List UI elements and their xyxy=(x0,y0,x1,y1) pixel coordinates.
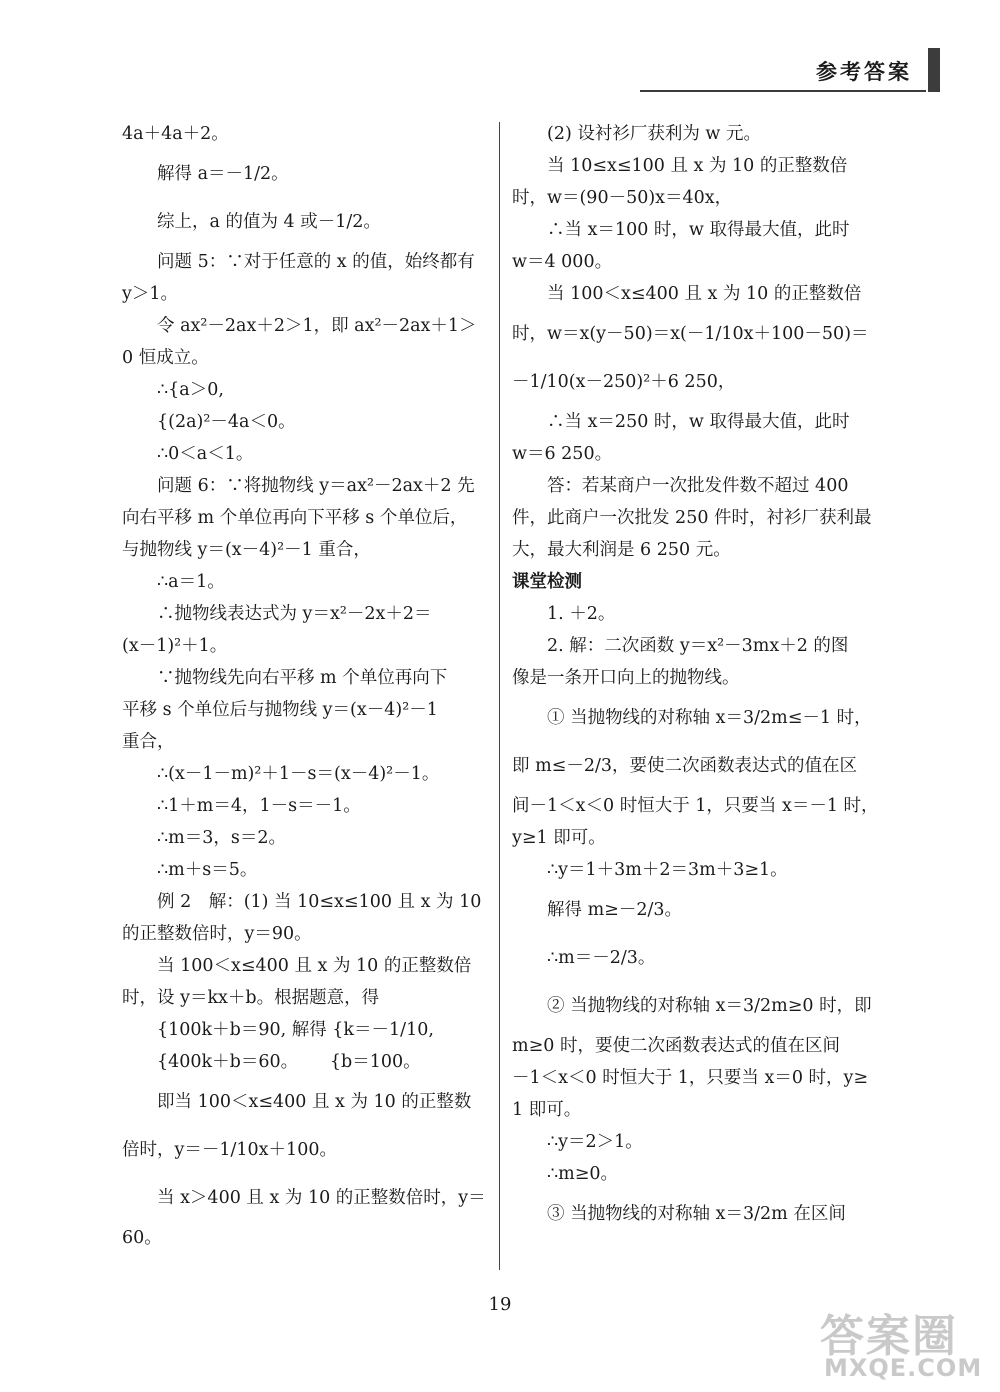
left-column xyxy=(122,118,494,1254)
text-line: 综上，a 的值为 4 或－1/2。 xyxy=(157,212,381,232)
text-line: 60。 xyxy=(122,1228,162,1248)
text-line: 时，w＝(90－50)x＝40x， xyxy=(512,188,733,208)
text-line: ∴a＝1。 xyxy=(157,572,225,592)
text-line: 1 即可。 xyxy=(512,1100,582,1120)
text-line: 时，w＝x(y－50)＝x(－1/10x＋100－50)＝ xyxy=(512,324,869,344)
text-line: 重合， xyxy=(122,732,175,752)
text-line: ∴抛物线表达式为 y＝x²－2x＋2＝ xyxy=(157,604,432,624)
text-line: 向右平移 m 个单位再向下平移 s 个单位后， xyxy=(122,508,468,528)
text-line: 答：若某商户一次批发件数不超过 400 xyxy=(547,476,849,496)
text-line: ∴m＋s＝5。 xyxy=(157,860,258,880)
text-line: {400k＋b＝60。 {b＝100。 xyxy=(157,1052,421,1072)
text-line: 与抛物线 y＝(x－4)²－1 重合， xyxy=(122,540,371,560)
text-line: －1/10(x－250)²＋6 250， xyxy=(512,372,736,392)
text-line: 0 恒成立。 xyxy=(122,348,209,368)
text-line: 大，最大利润是 6 250 元。 xyxy=(512,540,731,560)
text-line: ∴y＝1＋3m＋2＝3m＋3≥1。 xyxy=(547,860,788,880)
text-line: ∴当 x＝100 时，w 取得最大值，此时 xyxy=(547,220,850,240)
text-line: (2) 设衬衫厂获利为 w 元。 xyxy=(547,124,761,144)
text-line: 的正整数倍时，y＝90。 xyxy=(122,924,312,944)
text-line: ∴1＋m＝4，1－s＝－1。 xyxy=(157,796,361,816)
text-line: －1＜x＜0 时恒大于 1，只要当 x＝0 时，y≥ xyxy=(512,1068,869,1088)
text-line: 平移 s 个单位后与抛物线 y＝(x－4)²－1 xyxy=(122,700,438,720)
text-line: 像是一条开口向上的抛物线。 xyxy=(512,668,740,688)
text-line: (x－1)²＋1。 xyxy=(122,636,228,656)
section-heading: 课堂检测 xyxy=(512,572,582,592)
text-line: ∴{a＞0, xyxy=(157,380,224,400)
text-line: 即 m≤－2/3，要使二次函数表达式的值在区 xyxy=(512,756,857,776)
text-line: {100k＋b＝90, 解得 {k＝－1/10, xyxy=(157,1020,434,1040)
text-line: m≥0 时，要使二次函数表达式的值在区间 xyxy=(512,1036,840,1056)
text-line: 件，此商户一次批发 250 件时，衬衫厂获利最 xyxy=(512,508,872,528)
text-line: 问题 6：∵将抛物线 y＝ax²－2ax＋2 先 xyxy=(157,476,475,496)
text-line: 问题 5：∵对于任意的 x 的值，始终都有 xyxy=(157,252,475,272)
text-line: ∴m＝3，s＝2。 xyxy=(157,828,286,848)
text-line: w＝6 250。 xyxy=(512,444,613,464)
watermark-logo xyxy=(810,1300,990,1388)
watermark-text: 答案圈 xyxy=(820,1311,958,1362)
text-line: 令 ax²－2ax＋2＞1，即 ax²－2ax＋1＞ xyxy=(157,316,477,336)
page-number: 19 xyxy=(488,1294,512,1315)
page-header xyxy=(640,48,940,92)
column-divider xyxy=(499,122,500,1270)
header-rule xyxy=(640,90,926,92)
header-title: 参考答案 xyxy=(816,59,912,84)
text-line: 解得 m≥－2/3。 xyxy=(547,900,682,920)
text-line: 时，设 y＝kx＋b。根据题意，得 xyxy=(122,988,380,1008)
header-bar xyxy=(928,48,940,92)
text-line: y＞1。 xyxy=(122,284,179,304)
text-line: ∴y＝2＞1。 xyxy=(547,1132,643,1152)
text-line: 4a＋4a＋2。 xyxy=(122,124,229,144)
text-line: 当 10≤x≤100 且 x 为 10 的正整数倍 xyxy=(547,156,848,176)
text-line: ∴m≥0。 xyxy=(547,1164,619,1184)
text-line: 当 100＜x≤400 且 x 为 10 的正整数倍 xyxy=(157,956,472,976)
text-line: ∵抛物线先向右平移 m 个单位再向下 xyxy=(157,668,448,688)
watermark-url: MXQE.COM xyxy=(824,1354,983,1382)
text-line: 1. ＋2。 xyxy=(547,604,616,624)
text-line: 当 x＞400 且 x 为 10 的正整数倍时，y＝ xyxy=(157,1188,486,1208)
text-line: 即当 100＜x≤400 且 x 为 10 的正整数 xyxy=(157,1092,472,1112)
text-line: ③ 当抛物线的对称轴 x＝3/2m 在区间 xyxy=(547,1204,846,1224)
text-line: ① 当抛物线的对称轴 x＝3/2m≤－1 时， xyxy=(547,708,872,728)
text-line: ∴当 x＝250 时，w 取得最大值，此时 xyxy=(547,412,850,432)
text-line: ∴m＝－2/3。 xyxy=(547,948,656,968)
text-line: y≥1 即可。 xyxy=(512,828,606,848)
text-line: ∴0＜a＜1。 xyxy=(157,444,254,464)
text-line: 2. 解：二次函数 y＝x²－3mx＋2 的图 xyxy=(547,636,849,656)
text-line: ② 当抛物线的对称轴 x＝3/2m≥0 时，即 xyxy=(547,996,872,1016)
text-line: {(2a)²－4a＜0。 xyxy=(157,412,296,432)
text-line: 当 100＜x≤400 且 x 为 10 的正整数倍 xyxy=(547,284,862,304)
text-line: ∴(x－1－m)²＋1－s＝(x－4)²－1。 xyxy=(157,764,440,784)
text-line: 例 2 解：(1) 当 10≤x≤100 且 x 为 10 xyxy=(157,892,482,912)
right-column xyxy=(512,118,884,1238)
text-line: 解得 a＝－1/2。 xyxy=(157,164,289,184)
text-line: w＝4 000。 xyxy=(512,252,613,272)
text-line: 倍时，y＝－1/10x＋100。 xyxy=(122,1140,337,1160)
text-line: 间－1＜x＜0 时恒大于 1，只要当 x＝－1 时， xyxy=(512,796,879,816)
